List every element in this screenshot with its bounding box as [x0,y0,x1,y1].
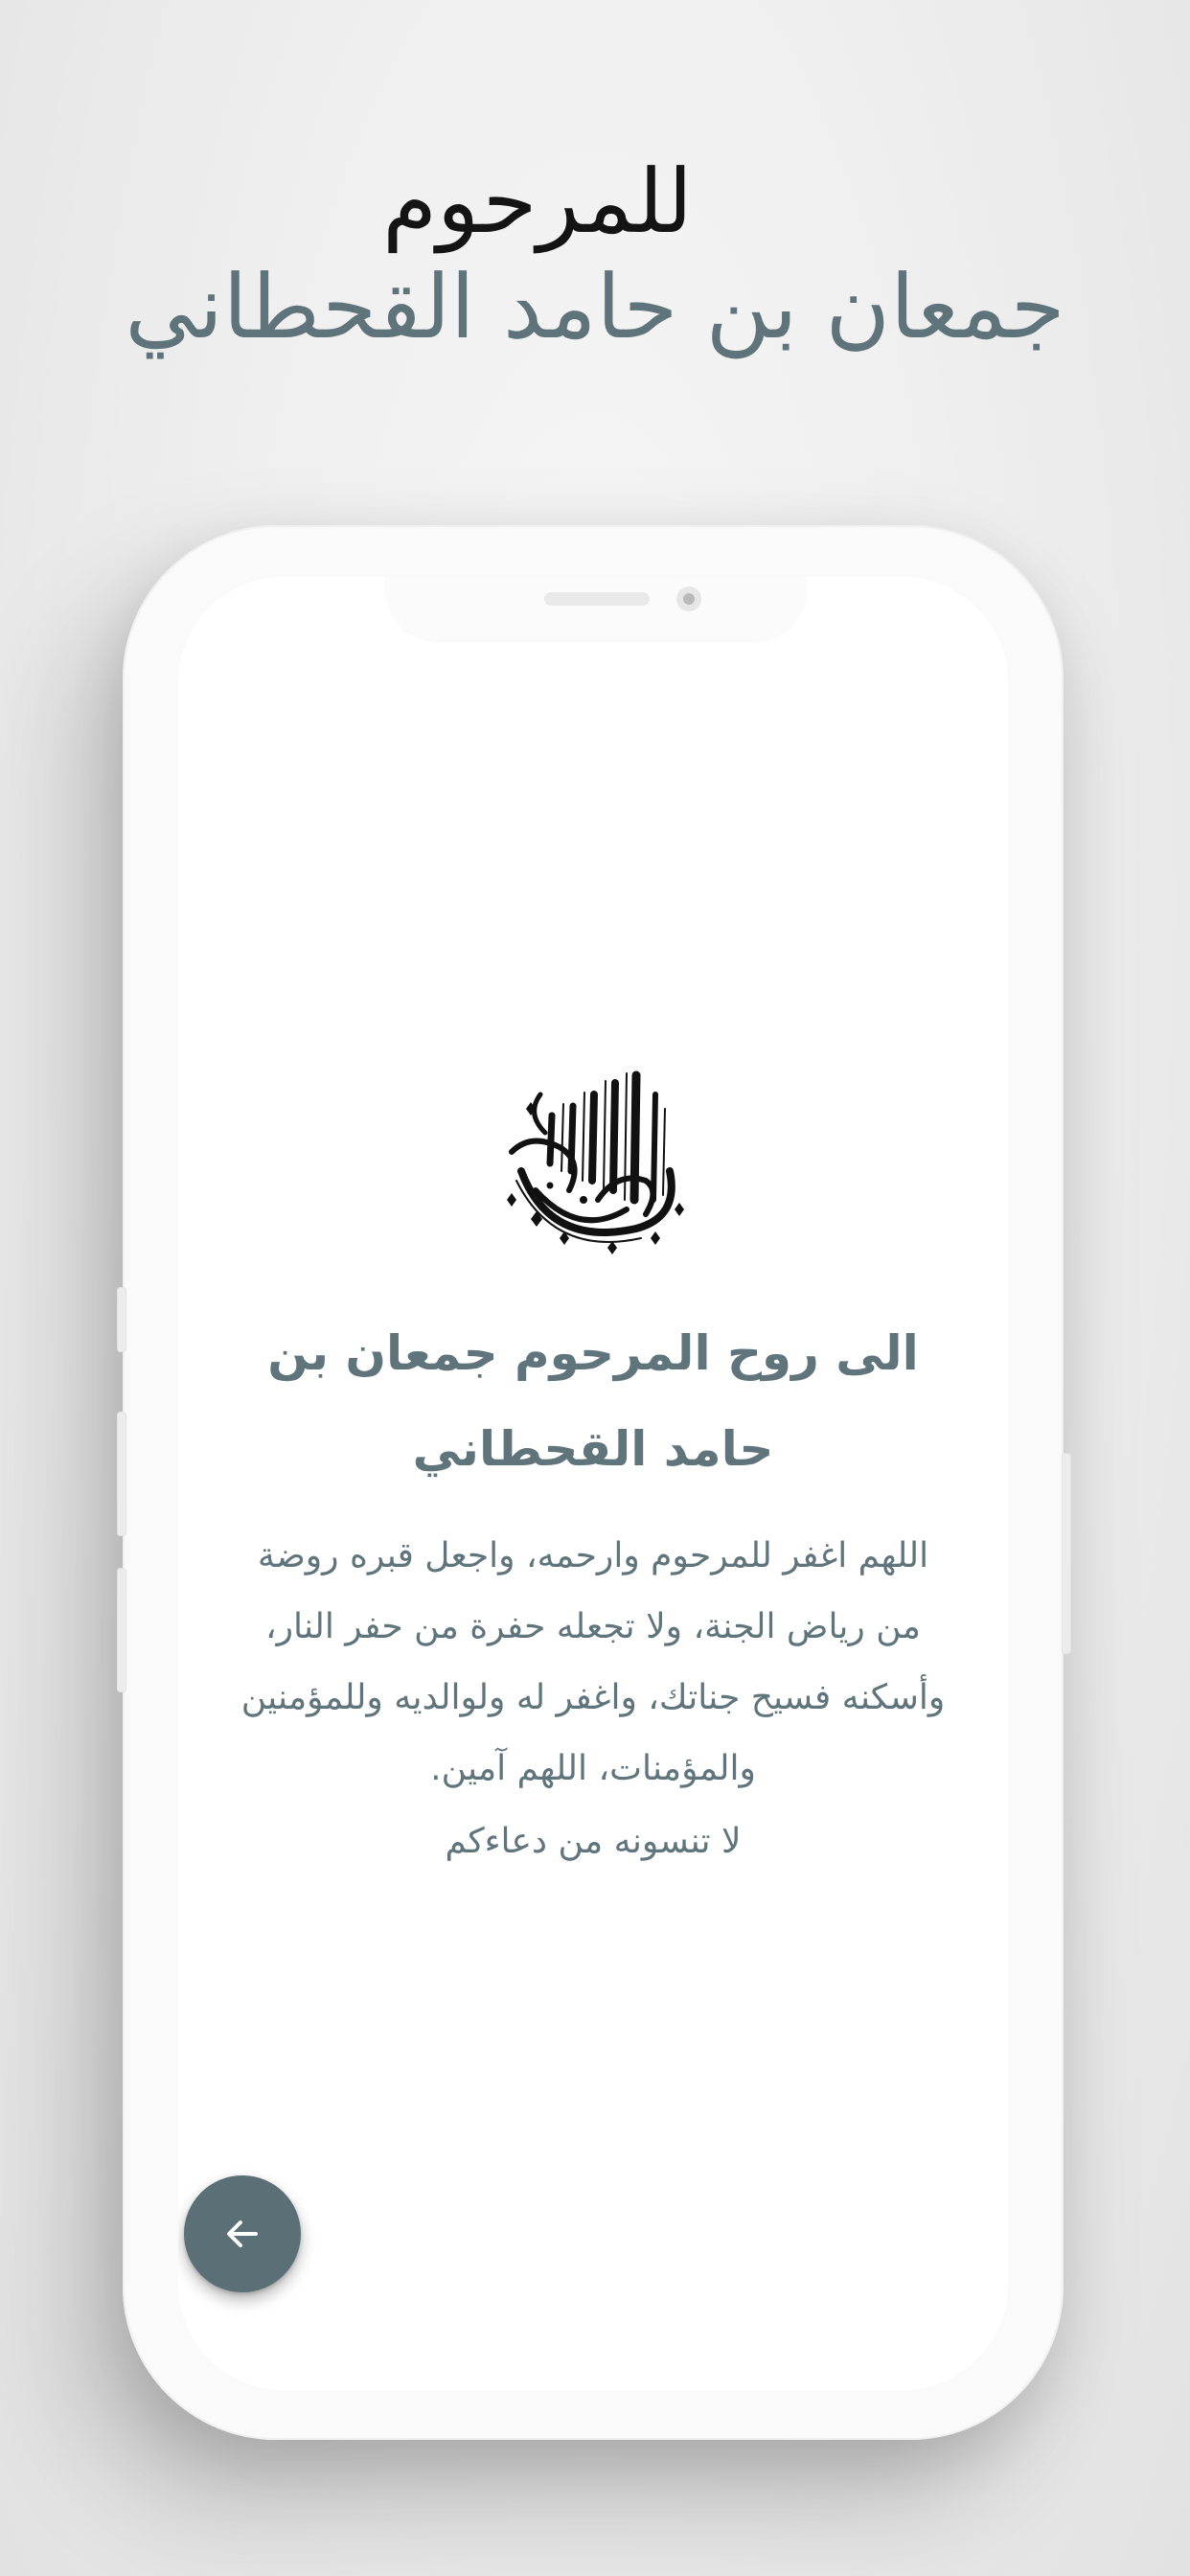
header-title-prefix: للمرحوم [382,150,693,253]
phone-volume-up-button [117,1412,126,1536]
header-title-line1 [0,150,1190,253]
front-camera [676,586,701,611]
speaker-grille [544,592,650,606]
prayer-text: اللهم اغفر للمرحوم وارحمه، واجعل قبره روضة من رياض الجنة، ولا تجعله حفرة من حفر النار، وأسكنه فسيح جناتك، واغفر له ولوالديه وللمؤمنين والمؤمنات، اللهم آمين. [240,1536,946,1788]
closing-text: لا تنسونه من دعاءكم [445,1822,742,1861]
phone-silent-switch [117,1287,126,1352]
phone-volume-down-button [117,1568,126,1692]
arrow-left-icon [221,2213,263,2255]
app-screen [178,577,1008,2390]
quran-calligraphy-icon [492,1056,694,1267]
phone-power-button [1062,1453,1071,1654]
phone-frame [123,525,1064,2440]
phone-notch [385,577,807,640]
back-button[interactable] [184,2175,301,2292]
dedication-title: الى روح المرحوم جمعان بن حامد القحطاني [267,1325,919,1477]
header-title-name: جمعان بن حامد القحطاني [125,256,1065,358]
